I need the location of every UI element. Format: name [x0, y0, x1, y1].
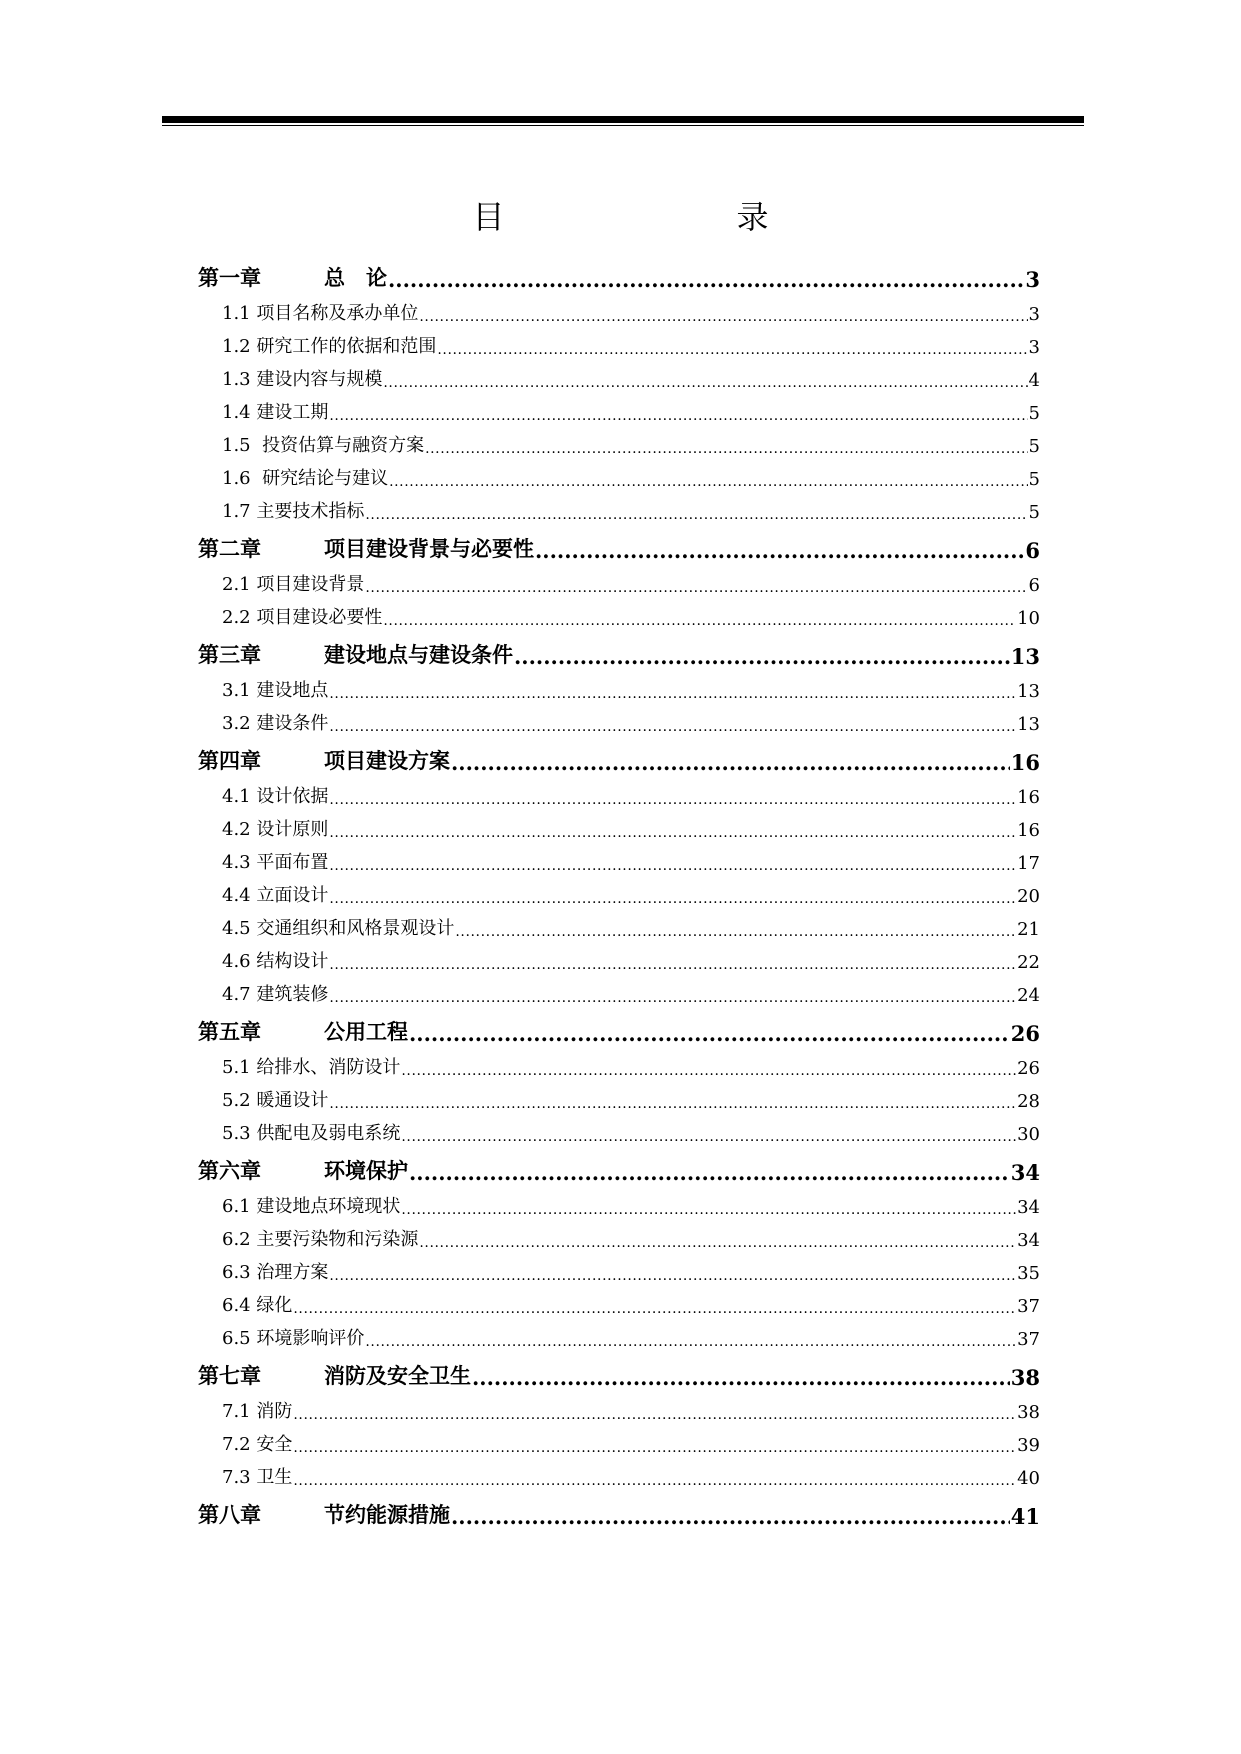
- toc-section-entry[interactable]: [198, 325, 1040, 358]
- dot-leader: [329, 1268, 1016, 1284]
- dot-leader: [455, 924, 1016, 940]
- section-page-number: 5: [1028, 403, 1040, 424]
- chapter-title: 建设地点与建设条件: [324, 642, 513, 667]
- dot-leader: [472, 1365, 1010, 1390]
- dot-leader: [389, 474, 1027, 490]
- toc-section-entry[interactable]: [198, 1251, 1040, 1284]
- toc-section-entry[interactable]: [198, 775, 1040, 808]
- section-page-number: 21: [1017, 919, 1040, 940]
- toc-section-entry[interactable]: [198, 1390, 1040, 1423]
- section-page-number: 13: [1017, 714, 1040, 735]
- section-title: 6.1 建设地点环境现状: [222, 1196, 401, 1217]
- toc-chapter-entry[interactable]: [198, 1350, 1040, 1390]
- section-title: 2.2 项目建设必要性: [222, 607, 383, 628]
- dot-leader: [329, 408, 1027, 424]
- toc-section-entry[interactable]: [198, 1317, 1040, 1350]
- dot-leader: [514, 644, 1010, 669]
- dot-leader: [365, 507, 1027, 523]
- section-page-number: 35: [1017, 1263, 1040, 1284]
- toc-section-entry[interactable]: [198, 940, 1040, 973]
- dot-leader: [329, 990, 1016, 1006]
- toc-chapter-entry[interactable]: [198, 523, 1040, 563]
- chapter-page-number: 34: [1010, 1160, 1040, 1185]
- section-page-number: 39: [1017, 1435, 1040, 1456]
- section-title: 4.4 立面设计: [222, 885, 329, 906]
- toc-section-entry[interactable]: [198, 841, 1040, 874]
- chapter-number: 第一章: [198, 265, 261, 290]
- table-of-contents: [198, 252, 1040, 1529]
- chapter-title: 消防及安全卫生: [324, 1363, 471, 1388]
- section-page-number: 3: [1028, 337, 1040, 358]
- section-page-number: 5: [1028, 436, 1040, 457]
- chapter-title: 项目建设方案: [324, 748, 450, 773]
- dot-leader: [401, 1063, 1016, 1079]
- section-title: 6.4 绿化: [222, 1295, 293, 1316]
- section-page-number: 38: [1017, 1402, 1040, 1423]
- toc-section-entry[interactable]: [198, 669, 1040, 702]
- page-title: 目 录: [472, 198, 825, 236]
- toc-section-entry[interactable]: [198, 1079, 1040, 1112]
- toc-chapter-entry[interactable]: [198, 252, 1040, 292]
- section-title: 1.3 建设内容与规模: [222, 369, 383, 390]
- dot-leader: [365, 580, 1027, 596]
- dot-leader: [437, 342, 1027, 358]
- section-title: 4.2 设计原则: [222, 819, 329, 840]
- chapter-title: 环境保护: [324, 1158, 408, 1183]
- chapter-number: 第七章: [198, 1363, 261, 1388]
- toc-section-entry[interactable]: [198, 1185, 1040, 1218]
- dot-leader: [419, 309, 1027, 325]
- section-title: 6.3 治理方案: [222, 1262, 329, 1283]
- section-title: 3.1 建设地点: [222, 680, 329, 701]
- toc-section-entry[interactable]: [198, 358, 1040, 391]
- chapter-page-number: 16: [1010, 750, 1040, 775]
- chapter-title: 公用工程: [324, 1019, 408, 1044]
- dot-leader: [293, 1407, 1016, 1423]
- toc-section-entry[interactable]: [198, 596, 1040, 629]
- toc-section-entry[interactable]: [198, 907, 1040, 940]
- chapter-page-number: 26: [1010, 1021, 1040, 1046]
- section-page-number: 5: [1028, 469, 1040, 490]
- toc-section-entry[interactable]: [198, 1456, 1040, 1489]
- section-title: 5.2 暖通设计: [222, 1090, 329, 1111]
- section-title: 4.3 平面布置: [222, 852, 329, 873]
- dot-leader: [409, 1160, 1010, 1185]
- toc-section-entry[interactable]: [198, 1046, 1040, 1079]
- chapter-title: 项目建设背景与必要性: [324, 536, 534, 561]
- toc-section-entry[interactable]: [198, 292, 1040, 325]
- section-title: 1.7 主要技术指标: [222, 501, 365, 522]
- toc-chapter-entry[interactable]: [198, 735, 1040, 775]
- section-title: 4.6 结构设计: [222, 951, 329, 972]
- toc-section-entry[interactable]: [198, 808, 1040, 841]
- section-title: 1.4 建设工期: [222, 402, 329, 423]
- toc-chapter-entry[interactable]: [198, 1489, 1040, 1529]
- section-page-number: 37: [1017, 1329, 1040, 1350]
- section-page-number: 37: [1017, 1296, 1040, 1317]
- chapter-number: 第六章: [198, 1158, 261, 1183]
- header-rule: [162, 116, 1084, 123]
- dot-leader: [425, 441, 1027, 457]
- toc-section-entry[interactable]: [198, 1112, 1040, 1145]
- dot-leader: [451, 1504, 1010, 1529]
- dot-leader: [329, 957, 1016, 973]
- section-page-number: 22: [1017, 952, 1040, 973]
- dot-leader: [329, 1096, 1016, 1112]
- toc-section-entry[interactable]: [198, 1218, 1040, 1251]
- section-page-number: 16: [1017, 787, 1040, 808]
- chapter-number: 第二章: [198, 536, 261, 561]
- chapter-title: 节约能源措施: [324, 1502, 450, 1527]
- section-title: 7.1 消防: [222, 1401, 293, 1422]
- section-title: 4.5 交通组织和风格景观设计: [222, 918, 455, 939]
- dot-leader: [409, 1021, 1010, 1046]
- section-title: 7.3 卫生: [222, 1467, 293, 1488]
- chapter-page-number: 38: [1010, 1365, 1040, 1390]
- toc-section-entry[interactable]: [198, 1284, 1040, 1317]
- toc-section-entry[interactable]: [198, 1423, 1040, 1456]
- dot-leader: [383, 375, 1027, 391]
- section-page-number: 30: [1017, 1124, 1040, 1145]
- toc-section-entry[interactable]: [198, 424, 1040, 457]
- section-title: 3.2 建设条件: [222, 713, 329, 734]
- section-page-number: 20: [1017, 886, 1040, 907]
- chapter-number: 第八章: [198, 1502, 261, 1527]
- section-page-number: 6: [1028, 575, 1040, 596]
- dot-leader: [329, 858, 1016, 874]
- dot-leader: [329, 792, 1016, 808]
- toc-chapter-entry[interactable]: [198, 629, 1040, 669]
- section-title: 5.1 给排水、消防设计: [222, 1057, 401, 1078]
- section-page-number: 4: [1028, 370, 1040, 391]
- section-page-number: 24: [1017, 985, 1040, 1006]
- section-page-number: 28: [1017, 1091, 1040, 1112]
- section-page-number: 34: [1017, 1230, 1040, 1251]
- chapter-page-number: 41: [1010, 1504, 1040, 1529]
- toc-section-entry[interactable]: [198, 490, 1040, 523]
- section-title: 1.6 研究结论与建议: [222, 468, 389, 489]
- toc-section-entry[interactable]: [198, 391, 1040, 424]
- toc-section-entry[interactable]: [198, 702, 1040, 735]
- section-title: 2.1 项目建设背景: [222, 574, 365, 595]
- section-title: 4.1 设计依据: [222, 786, 329, 807]
- toc-section-entry[interactable]: [198, 973, 1040, 1006]
- section-title: 1.2 研究工作的依据和范围: [222, 336, 437, 357]
- chapter-page-number: 13: [1010, 644, 1040, 669]
- section-title: 4.7 建筑装修: [222, 984, 329, 1005]
- toc-section-entry[interactable]: [198, 563, 1040, 596]
- dot-leader: [419, 1235, 1016, 1251]
- section-title: 1.5 投资估算与融资方案: [222, 435, 425, 456]
- dot-leader: [329, 891, 1016, 907]
- section-title: 6.2 主要污染物和污染源: [222, 1229, 419, 1250]
- dot-leader: [293, 1473, 1016, 1489]
- dot-leader: [388, 267, 1024, 292]
- chapter-title: 总 论: [324, 265, 387, 290]
- section-page-number: 26: [1017, 1058, 1040, 1079]
- toc-section-entry[interactable]: [198, 874, 1040, 907]
- toc-chapter-entry[interactable]: [198, 1145, 1040, 1185]
- chapter-page-number: 3: [1025, 267, 1040, 292]
- dot-leader: [401, 1129, 1016, 1145]
- section-title: 1.1 项目名称及承办单位: [222, 303, 419, 324]
- dot-leader: [401, 1202, 1016, 1218]
- section-page-number: 34: [1017, 1197, 1040, 1218]
- chapter-number: 第三章: [198, 642, 261, 667]
- section-title: 5.3 供配电及弱电系统: [222, 1123, 401, 1144]
- dot-leader: [293, 1301, 1016, 1317]
- section-page-number: 10: [1017, 608, 1040, 629]
- section-title: 6.5 环境影响评价: [222, 1328, 365, 1349]
- section-page-number: 16: [1017, 820, 1040, 841]
- section-page-number: 13: [1017, 681, 1040, 702]
- chapter-number: 第四章: [198, 748, 261, 773]
- dot-leader: [383, 613, 1016, 629]
- dot-leader: [535, 538, 1024, 563]
- section-page-number: 40: [1017, 1468, 1040, 1489]
- chapter-page-number: 6: [1025, 538, 1040, 563]
- header-rule-thin: [162, 125, 1084, 126]
- dot-leader: [293, 1440, 1016, 1456]
- section-page-number: 17: [1017, 853, 1040, 874]
- toc-chapter-entry[interactable]: [198, 1006, 1040, 1046]
- section-page-number: 3: [1028, 304, 1040, 325]
- dot-leader: [329, 686, 1016, 702]
- dot-leader: [329, 825, 1016, 841]
- chapter-number: 第五章: [198, 1019, 261, 1044]
- dot-leader: [365, 1334, 1016, 1350]
- section-title: 7.2 安全: [222, 1434, 293, 1455]
- dot-leader: [329, 719, 1016, 735]
- dot-leader: [451, 750, 1010, 775]
- section-page-number: 5: [1028, 502, 1040, 523]
- toc-section-entry[interactable]: [198, 457, 1040, 490]
